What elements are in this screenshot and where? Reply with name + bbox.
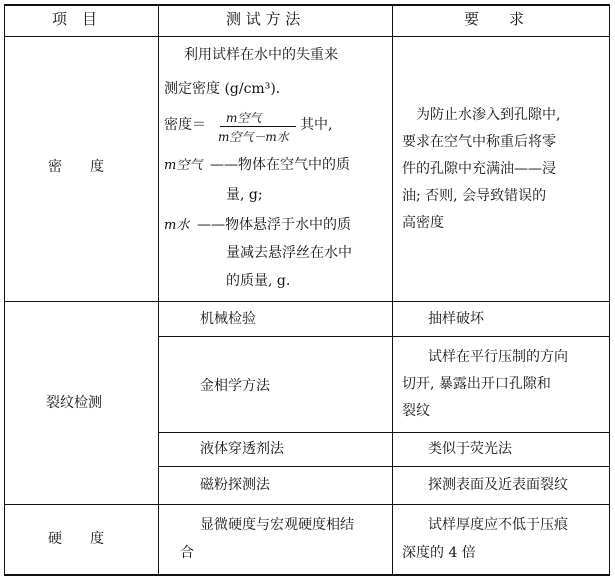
hardness-req-line1: 试样厚度应不低于压痕 [428, 517, 568, 533]
density-req-line2: 要求在空气中称重后将零 [402, 134, 556, 150]
def2-symbol: m水 [164, 218, 190, 233]
formula-tail: 其中, [300, 117, 333, 133]
density-req-line5: 高密度 [402, 215, 444, 231]
header-method: 测 试 方 法 [226, 10, 301, 28]
header-requirement: 要 求 [464, 10, 525, 28]
col-divider-2 [392, 4, 393, 575]
crack-req-mechanical: 抽样破坏 [428, 311, 484, 327]
formula-numerator: m空气 [226, 111, 262, 125]
def1-text: ——物体在空气中的质 [210, 157, 350, 173]
crack-req-metallographic-1: 试样在平行压制的方向 [428, 349, 568, 365]
density-req-line1: 为防止水渗入到孔隙中, [416, 107, 561, 123]
crack-req-penetrant: 类似于荧光法 [428, 441, 512, 457]
hardness-method-line1: 显微硬度与宏观硬度相结 [200, 517, 354, 533]
table-bottom-border [4, 574, 610, 576]
table-left-border [4, 4, 5, 575]
crack-divider [4, 504, 610, 505]
crack-method-magnetic: 磁粉探测法 [200, 477, 270, 493]
def1-symbol: m空气 [164, 158, 203, 173]
properties-table [4, 4, 610, 576]
def1-text2: 量, g; [226, 187, 263, 203]
formula-label: 密度＝ [164, 117, 206, 133]
crack-req-magnetic: 探测表面及近表面裂纹 [428, 477, 568, 493]
density-item: 密 度 [48, 159, 104, 175]
crack-method-mechanical: 机械检验 [200, 311, 256, 327]
hardness-item: 硬 度 [48, 531, 104, 547]
crack-row-divider-2 [158, 432, 610, 433]
density-divider [4, 301, 610, 302]
crack-row-divider-1 [158, 336, 610, 337]
density-method-line2: 测定密度 (g/cm³). [164, 81, 281, 97]
table-right-border [609, 4, 610, 575]
crack-method-penetrant: 液体穿透剂法 [200, 441, 284, 457]
formula-denominator: m空气－m水 [218, 130, 289, 144]
header-divider [4, 36, 610, 37]
header-item: 项 目 [52, 10, 98, 28]
hardness-method-line2: 合 [180, 545, 194, 561]
crack-req-metallographic-2: 切开, 暴露出开口孔隙和 [402, 376, 551, 392]
formula-fraction-bar [220, 126, 296, 127]
crack-item: 裂纹检测 [46, 395, 102, 411]
def2-text2: 量减去悬浮丝在水中 [226, 245, 352, 261]
crack-method-metallographic: 金相学方法 [200, 378, 270, 394]
def2-text: ——物体悬浮于水中的质 [197, 217, 351, 233]
crack-row-divider-3 [158, 466, 610, 467]
crack-req-metallographic-3: 裂纹 [402, 403, 430, 419]
col-divider-1 [158, 4, 159, 575]
density-req-line4: 油; 否则, 会导致错误的 [402, 188, 547, 204]
density-method-line1: 利用试样在水中的失重来 [184, 47, 338, 63]
density-req-line3: 件的孔隙中充满油——浸 [402, 161, 556, 177]
def2-text3: 的质量, g. [226, 273, 291, 289]
hardness-req-line2: 深度的 4 倍 [402, 545, 476, 561]
